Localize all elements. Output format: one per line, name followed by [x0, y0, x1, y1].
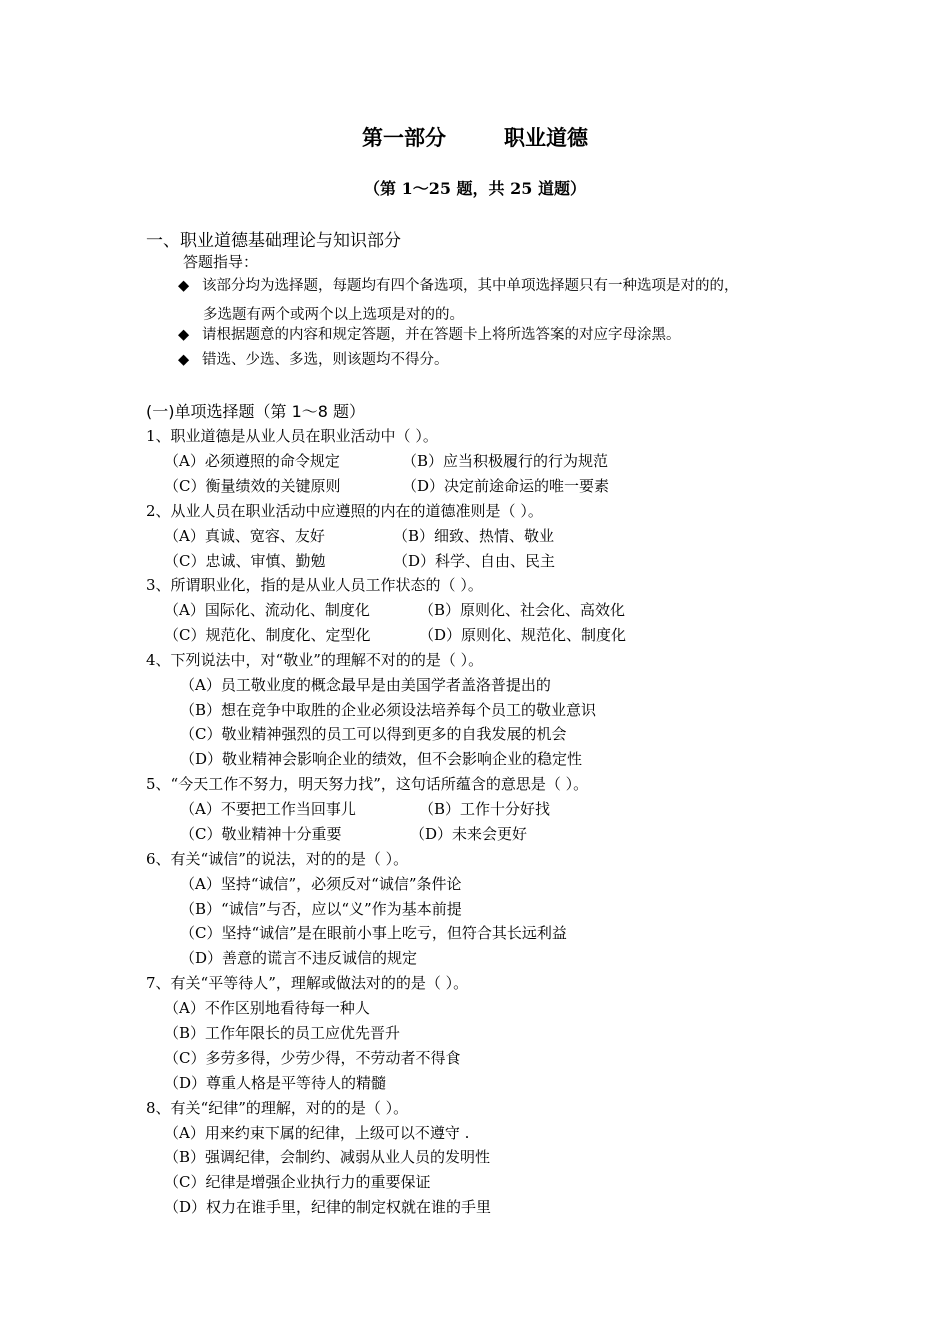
question-stem: 3、所谓职业化，指的是从业人员工作状态的（ ）。: [146, 576, 483, 594]
question-stem: 2、从业人员在职业活动中应遵照的内在的道德准则是（ ）。: [146, 502, 543, 520]
option-a: （A）用来约束下属的纪律，上级可以不遵守 .: [164, 1124, 470, 1142]
bullet-text: 错选、少选、多选，则该题均不得分。: [202, 352, 449, 368]
section-heading: 一、职业道德基础理论与知识部分: [146, 231, 401, 251]
option-a: （A）坚持“诚信”，必须反对“诚信”条件论: [180, 875, 462, 893]
option-b: （B）细致、热情、敬业: [393, 527, 555, 545]
subsection-heading: (一)单项选择题（第 1～8 题）: [146, 402, 366, 421]
option-c: （C）忠诚、审慎、勤勉: [164, 552, 326, 570]
option-d: （D）善意的谎言不违反诚信的规定: [180, 949, 418, 967]
bullet-text: 该部分均为选择题，每题均有四个备选项，其中单项选择题只有一种选项是对的的，: [202, 278, 739, 294]
option-d: （D）原则化、规范化、制度化: [419, 626, 627, 644]
option-c: （C）多劳多得，少劳少得，不劳动者不得食: [164, 1049, 461, 1067]
question-stem: 5、“今天工作不努力，明天努力找”，这句话所蕴含的意思是（ ）。: [146, 775, 589, 793]
option-d: （D）尊重人格是平等待人的精髓: [164, 1074, 387, 1092]
question-stem: 7、有关“平等待人”，理解或做法对的的是（ ）。: [146, 974, 469, 992]
option-b: （B）应当积极履行的行为规范: [402, 452, 609, 470]
question-stem: 8、有关“纪律”的理解，对的的是（ ）。: [146, 1099, 409, 1117]
option-a: （A）员工敬业度的概念最早是由美国学者盖洛普提出的: [180, 676, 551, 694]
option-d: （D）决定前途命运的唯一要素: [402, 477, 610, 495]
title-part-label: 第一部分: [362, 126, 446, 150]
option-c: （C）敬业精神十分重要: [180, 825, 342, 843]
option-d: （D）敬业精神会影响企业的绩效，但不会影响企业的稳定性: [180, 750, 583, 768]
option-c: （C）敬业精神强烈的员工可以得到更多的自我发展的机会: [180, 725, 567, 743]
bullet-text: 请根据题意的内容和规定答题，并在答题卡上将所选答案的对应字母涂黑。: [202, 327, 681, 343]
guide-label: 答题指导：: [183, 253, 259, 271]
option-b: （B）工作年限长的员工应优先晋升: [164, 1024, 401, 1042]
question-stem: 1、职业道德是从业人员在职业活动中（ ）。: [146, 427, 438, 445]
page-subtitle: （第 1～25 题，共 25 道题）: [364, 179, 586, 198]
option-b: （B）工作十分好找: [419, 800, 551, 818]
guide-bullet-3: [178, 348, 449, 373]
title-name: 职业道德: [504, 126, 588, 150]
option-a: （A）不要把工作当回事儿: [180, 800, 356, 818]
option-b: （B）强调纪律，会制约、减弱从业人员的发明性: [164, 1148, 491, 1166]
option-c: （C）规范化、制度化、定型化: [164, 626, 371, 644]
option-a: （A）真诚、宽容、友好: [164, 527, 325, 545]
question-stem: 6、有关“诚信”的说法，对的的是（ ）。: [146, 850, 409, 868]
option-d: （D）科学、自由、民主: [393, 552, 556, 570]
option-b: （B）原则化、社会化、高效化: [419, 601, 626, 619]
guide-bullet-2: [178, 323, 681, 348]
option-c: （C）衡量绩效的关键原则: [164, 477, 341, 495]
option-a: （A）必须遵照的命令规定: [164, 452, 340, 470]
option-c: （C）纪律是增强企业执行力的重要保证: [164, 1173, 431, 1191]
diamond-bullet-icon: ◆: [178, 327, 190, 343]
option-d: （D）未来会更好: [410, 825, 528, 843]
option-a: （A）不作区别地看待每一种人: [164, 999, 370, 1017]
option-a: （A）国际化、流动化、制度化: [164, 601, 370, 619]
guide-bullet-1: [178, 274, 739, 299]
diamond-bullet-icon: ◆: [178, 278, 190, 294]
option-d: （D）权力在谁手里，纪律的制定权就在谁的手里: [164, 1198, 492, 1216]
option-b: （B）想在竞争中取胜的企业必须设法培养每个员工的敬业意识: [180, 701, 597, 719]
option-c: （C）坚持“诚信”是在眼前小事上吃亏，但符合其长远利益: [180, 924, 567, 942]
question-stem: 4、下列说法中，对“敬业”的理解不对的的是（ ）。: [146, 651, 484, 669]
page-title: [0, 122, 950, 152]
guide-bullet-1-continued: 多选题有两个或两个以上选项是对的的。: [203, 307, 464, 323]
option-b: （B）“诚信”与否，应以“义”作为基本前提: [180, 900, 462, 918]
diamond-bullet-icon: ◆: [178, 352, 190, 368]
